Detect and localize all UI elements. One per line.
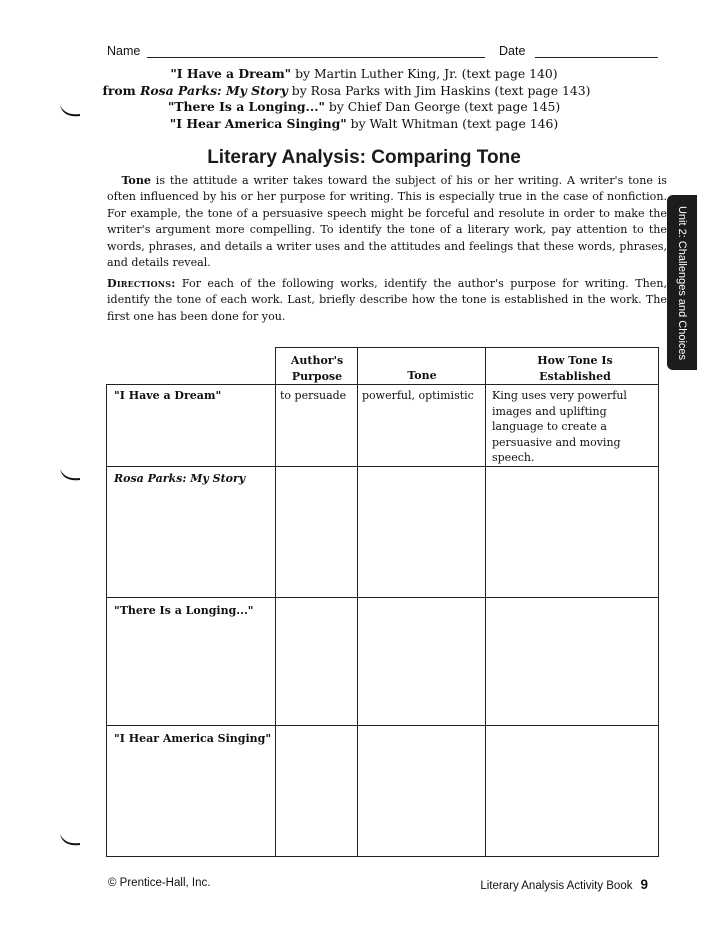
column-header-tone: Tone [407,369,437,382]
work-title: "There Is a Longing..." [167,99,325,114]
binder-mark-icon [59,468,81,482]
work-line: "I Hear America Singing" by Walt Whitman (text page 146) [169,115,559,131]
purpose-cell[interactable]: to persuade [280,389,347,402]
binder-mark-icon [59,833,81,847]
established-cell[interactable] [492,603,652,721]
date-label: Date [499,44,526,58]
unit-side-tab: Unit 2: Challenges and Choices [667,195,697,370]
work-line: "I Have a Dream" by Martin Luther King, Jr. (text page 140) [170,66,558,81]
works-list [0,66,728,132]
tone-cell[interactable] [362,471,484,591]
footer-book: Literary Analysis Activity Book 9 [480,877,648,892]
row-work-title: "There Is a Longing..." [114,604,254,617]
intro-paragraph: Tone is the attitude a writer takes toward the subject of his or her writing. A writer's tone is often influenced by his or her purpose for writing. This is especially true in the case of nonfiction. For example, the tone of a persuasive speech might be forceful and resolute in order to make the writer's argument more compelling. To identify the tone of a literary work, pay attention to the words, phrases, and details a writer uses and the attitudes and feelings that these words, phrases, and details reveal. [107,174,667,270]
established-cell[interactable] [492,731,652,851]
purpose-cell[interactable] [280,471,356,591]
work-title: Rosa Parks: My Story [140,82,288,98]
column-header-established: How Tone Is Established [537,354,613,383]
name-label: Name [107,44,141,58]
page-number: 9 [640,877,648,892]
tone-cell[interactable]: powerful, optimistic [362,389,474,402]
work-title: "I Hear America Singing" [169,115,347,131]
binder-mark-icon [59,104,81,118]
copyright: © Prentice-Hall, Inc. [108,877,211,889]
directions-paragraph: Directions: For each of the following works, identify the author's purpose for writing. Then, identify the tone of each work. Last, briefly describe how the tone is established in the work. The first one has been done for you. [107,277,667,323]
work-line: from Rosa Parks: My Story by Rosa Parks with Jim Haskins (text page 143) [102,82,591,98]
name-field[interactable] [147,57,485,58]
established-cell[interactable] [492,471,652,591]
row-work-title: "I Have a Dream" [114,389,222,402]
work-title: "I Have a Dream" [170,66,292,81]
date-field[interactable] [535,57,658,58]
column-header-purpose: Author's Purpose [290,354,344,383]
row-work-title: "I Hear America Singing" [114,732,272,745]
established-cell[interactable]: King uses very powerful images and uplifting language to create a persuasive and moving speech. [492,389,627,464]
tone-cell[interactable] [362,731,484,851]
work-line: "There Is a Longing..." by Chief Dan George (text page 145) [167,99,561,114]
tone-cell[interactable] [362,603,484,721]
row-work-title: Rosa Parks: My Story [114,472,246,485]
purpose-cell[interactable] [280,731,356,851]
page-title: Literary Analysis: Comparing Tone [207,147,521,168]
purpose-cell[interactable] [280,603,356,721]
